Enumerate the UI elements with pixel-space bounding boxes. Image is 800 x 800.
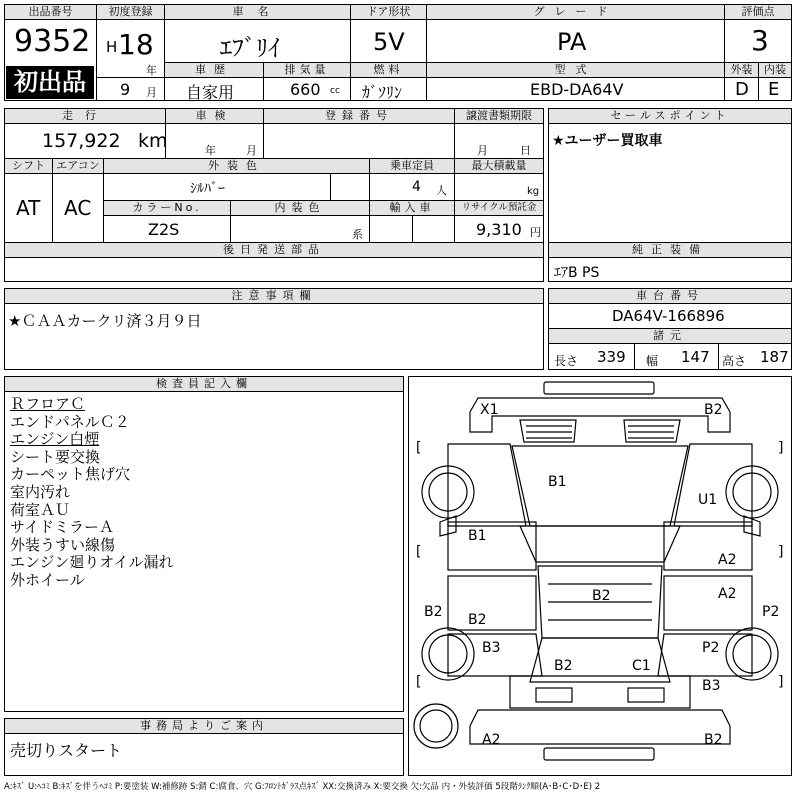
inspector-note: 外ホイール	[10, 570, 85, 589]
model-label: 型式	[427, 63, 724, 78]
era: H	[106, 38, 118, 56]
bracket-tl: [	[416, 440, 422, 456]
transfer-label: 譲渡書類期限	[455, 109, 543, 124]
width-label: 幅	[646, 354, 659, 368]
dims-label: 諸元	[549, 329, 791, 344]
exterior-grade: D	[735, 79, 749, 100]
door-label: ドア形状	[351, 5, 426, 20]
length-label: 長さ	[554, 354, 579, 368]
mark-a2-bottom: A2	[482, 732, 501, 748]
exterior-label: 外装	[725, 63, 758, 78]
mark-a2-right2: A2	[718, 586, 737, 602]
parts-label: 後日発送部品	[5, 243, 543, 258]
interior-grade: E	[768, 79, 780, 100]
mark-b1-left: B1	[468, 528, 487, 544]
capacity-unit: 人	[436, 184, 447, 197]
office-text: 売切りスタート	[10, 741, 123, 760]
first-reg-month: 9	[120, 80, 131, 99]
equipment-text: ｴｱB PS	[554, 265, 600, 281]
bracket-ml: [	[416, 544, 422, 560]
mark-x1: X1	[480, 402, 499, 418]
shift: AT	[16, 196, 41, 220]
first-reg-year: 18	[118, 28, 154, 61]
inspector-note: エンジン白煙	[10, 430, 100, 449]
car-damage-diagram	[408, 376, 792, 776]
aircon: AC	[64, 196, 92, 220]
lot-no: 9352	[14, 24, 91, 59]
bracket-br: ]	[778, 674, 784, 690]
grade: PA	[557, 28, 587, 56]
capacity-label: 乗車定員	[370, 159, 454, 174]
sales-point-label: セールスポイント	[549, 109, 791, 124]
recycle-unit: 円	[530, 226, 541, 239]
sales-point-text: ★ユーザー買取車	[552, 133, 663, 149]
fuel-label: 燃料	[351, 63, 426, 78]
color-no-label: カラーNo.	[104, 201, 230, 216]
bracket-mr: ]	[778, 544, 784, 560]
ext-color-label: 外装色	[104, 159, 369, 174]
recycle-fee: 9,310	[476, 220, 522, 239]
score-label: 評価点	[725, 5, 791, 20]
color-no: Z2S	[148, 220, 180, 239]
transfer-month: 月	[477, 144, 488, 157]
notes-label: 注意事項欄	[5, 289, 543, 304]
mileage: 157,922	[42, 130, 121, 152]
shift-label: シフト	[5, 159, 52, 174]
length-value: 339	[597, 348, 626, 366]
inspection-label: 車検	[166, 109, 263, 124]
import-label: 輸入車	[370, 201, 454, 216]
inspector-note: エンドパネルＣ２	[10, 412, 130, 431]
inspector-note: 室内汚れ	[10, 482, 71, 501]
month-unit: 月	[146, 86, 157, 99]
inspector-note: ＲフロアＣ	[10, 395, 86, 413]
score: 3	[751, 24, 769, 57]
inspection-month: 月	[246, 144, 257, 157]
transfer-day: 日	[520, 144, 531, 157]
displacement: 660	[290, 80, 321, 99]
grade-label: グレード	[427, 5, 724, 20]
reg-no-label: 登録番号	[264, 109, 454, 124]
width-value: 147	[681, 348, 710, 366]
displacement-unit: cc	[330, 86, 340, 96]
mark-b2-left-lower: B2	[468, 612, 487, 628]
max-load-unit: kg	[527, 186, 540, 197]
bracket-bl: [	[416, 674, 422, 690]
fuel: ｶﾞｿﾘﾝ	[362, 83, 403, 102]
first-listing-badge: 初出品	[6, 66, 94, 99]
lot-no-label: 出品番号	[5, 5, 96, 20]
interior-label: 内装	[759, 63, 791, 78]
height-label: 高さ	[722, 354, 747, 368]
bracket-tr: ]	[778, 440, 784, 456]
mark-p2-right-side: P2	[762, 604, 780, 620]
inspector-note: エンジン廻りオイル漏れ	[10, 553, 174, 572]
max-load-label: 最大積載量	[455, 159, 543, 174]
mileage-unit: km	[138, 130, 168, 152]
car-name-label: 車名	[165, 5, 350, 20]
mark-b3-right: B3	[702, 678, 721, 694]
ext-color: ｼﾙﾊﾞｰ	[190, 181, 225, 197]
mark-p2-right-lower: P2	[702, 640, 720, 656]
mark-b2-center: B2	[592, 588, 611, 604]
chassis-label: 車台番号	[549, 289, 791, 304]
inspector-note: 外装うすい線傷	[10, 535, 116, 554]
inspector-label: 検査員記入欄	[5, 377, 403, 392]
mark-b2-bottom: B2	[704, 732, 723, 748]
int-color-label: 内装色	[231, 201, 369, 216]
office-label: 事務局よりご案内	[5, 719, 403, 734]
legend: A:ｷｽﾞ U:ﾍｺﾐ B:ｷｽﾞを伴うﾍｺﾐ P:要塗装 W:補修跡 S:錆 C:腐食、穴 G:ﾌﾛﾝﾄｶﾞﾗｽ点ｷｽﾞ XX:交換済み X:要交換 欠:欠品 内・外装評価 5段階ﾗﾝｸ順(A･B･C･D･E) 2	[4, 782, 601, 792]
capacity: 4	[412, 179, 421, 195]
equipment-label: 純正装備	[549, 243, 791, 258]
model: EBD-DA64V	[530, 80, 624, 99]
first-reg-label: 初度登録	[97, 5, 164, 20]
year-unit: 年	[146, 64, 157, 77]
car-name: ｴﾌﾞﾘｲ	[220, 34, 280, 62]
mark-b1-hood: B1	[548, 474, 567, 490]
inspector-note: 荷室ＡＵ	[10, 500, 71, 519]
chassis-number: DA64V-166896	[612, 307, 725, 325]
inspection-year: 年	[205, 144, 216, 157]
inspector-note: カーペット焦げ穴	[10, 465, 131, 484]
mark-b2-rear: B2	[554, 658, 573, 674]
history: 自家用	[186, 83, 235, 102]
mark-b2-left-side: B2	[424, 604, 443, 620]
mileage-label: 走行	[5, 109, 165, 124]
int-color-unit: 系	[352, 228, 363, 241]
history-label: 車歴	[165, 63, 263, 78]
mark-b2-top: B2	[704, 402, 723, 418]
aircon-label: エアコン	[53, 159, 103, 174]
displacement-label: 排気量	[264, 63, 350, 78]
mark-u1: U1	[698, 492, 718, 508]
height-value: 187	[760, 348, 789, 366]
inspector-notes-list	[10, 396, 174, 590]
mark-a2-right1: A2	[718, 552, 737, 568]
door-type: 5V	[373, 28, 405, 56]
inspector-note: サイドミラーＡ	[10, 518, 114, 537]
mark-b3-left: B3	[482, 640, 501, 656]
recycle-label: リサイクル預託金	[455, 201, 543, 216]
notes-text: ★ＣＡＡカークリ済３月９日	[8, 312, 202, 330]
inspector-note: シート要交換	[10, 447, 101, 466]
mark-c1-rear: C1	[632, 658, 651, 674]
